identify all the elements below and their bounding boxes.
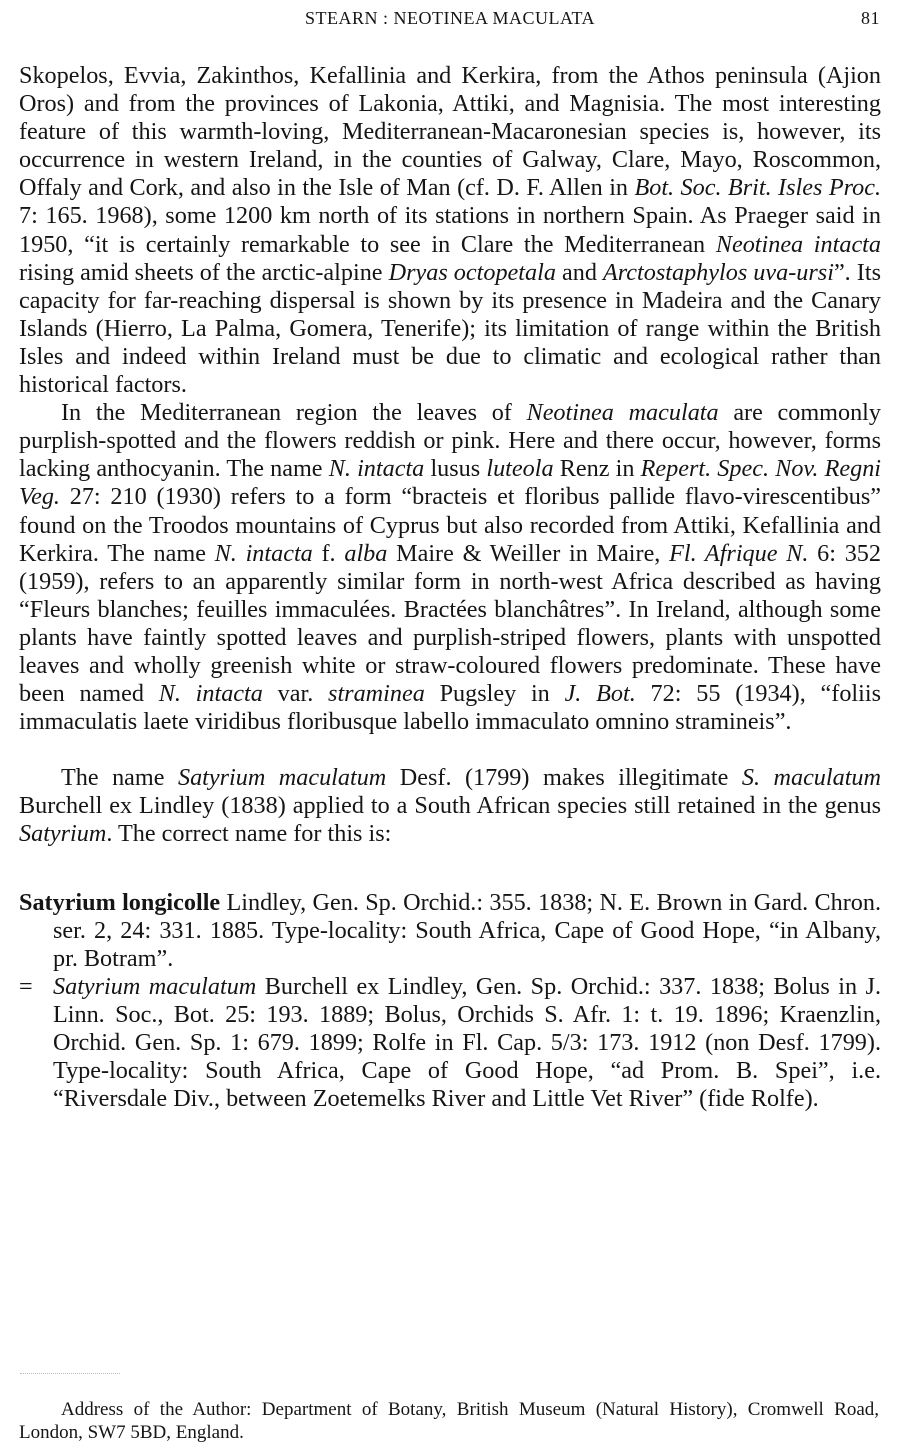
text-run: 72: 55 (1934), “foliis immaculatis laete viridibus floribusque labello immaculato omnino stramineis”. bbox=[19, 680, 881, 736]
italic-text: luteola bbox=[486, 455, 554, 483]
author-address bbox=[19, 1398, 879, 1444]
text-run: ”. Its capacity for far-reaching dispersal is shown by its presence in Madeira and the Canary Islands (Hierro, La Palma, Gomera, Tenerife); its limitation of range within the British Isles and indeed within Ireland must be due to climatic and ecological rather than historical factors. bbox=[19, 258, 881, 399]
synonym-entry bbox=[19, 973, 881, 1113]
synonym-mark: = bbox=[19, 972, 33, 1000]
text-run: lusus bbox=[424, 455, 487, 483]
italic-text: Fl. Afrique N. bbox=[669, 539, 809, 567]
italic-text: Repert. Spec. Nov. Regni Veg. bbox=[19, 455, 882, 511]
text-run: The name bbox=[61, 764, 178, 792]
body-text bbox=[19, 62, 881, 1113]
text-run: 27: 210 (1930) refers to a form “bracteis et floribus pallide flavo-virescentibus” found on the Troodos mountains of Cyprus but also recorded from Attiki, Kefallinia and Kerkira. The name bbox=[19, 483, 881, 567]
text-run: In the Mediterranean region the leaves of bbox=[61, 399, 527, 427]
text-run: f. bbox=[312, 539, 345, 567]
italic-text: Dryas octopetala bbox=[388, 258, 556, 286]
text-run: and bbox=[555, 258, 604, 286]
text-run: are commonly purplish-spotted and the flowers reddish or pink. Here and there occur, however, forms lacking anthocyanin. The name bbox=[19, 399, 881, 483]
italic-text: alba bbox=[344, 539, 388, 567]
taxon-entry-satyrium-longicolle bbox=[19, 889, 881, 973]
italic-text: J. Bot. bbox=[564, 680, 636, 708]
text-run: Maire & Weiller in Maire, bbox=[387, 539, 670, 567]
italic-text: Arctostaphylos uva-ursi bbox=[603, 258, 834, 286]
italic-text: straminea bbox=[328, 680, 425, 708]
italic-text: Satyrium bbox=[19, 820, 107, 848]
text-run: Pugsley in bbox=[424, 680, 565, 708]
text-run: var. bbox=[262, 680, 329, 708]
italic-text: Bot. Soc. Brit. Isles Proc. bbox=[634, 174, 881, 202]
italic-text: Satyrium maculatum bbox=[177, 764, 387, 792]
paragraph-satyrium-name bbox=[19, 764, 881, 848]
text-run: . The correct name for this is: bbox=[106, 820, 392, 848]
text-run: Burchell ex Lindley, Gen. Sp. Orchid.: 337. 1838; Bolus in J. Linn. Soc., Bot. 25: 193. 1889; Bolus, Orchids S. Afr. 1: t. 19. 1896; Kraenzlin, Orchid. Gen. Sp. 1: 679. 1899; Rolfe in Fl. Cap. 5/3: 173. 1912 (non Desf. 1799). Type-locality: South Africa, Cape of Good Hope, “ad Prom. B. Spei”, i.e. “Riversdale Div., between Zoetemelks River and Little Vet River” (fide Rolfe). bbox=[53, 972, 882, 1113]
text-run: Skopelos, Evvia, Zakinthos, Kefallinia and Kerkira, from the Athos peninsula (Ajion Oros) and from the provinces of Lakonia, Attiki, and Magnisia. The most interesting feature of this warmth-loving, Mediterranean-Macaronesian species is, however, its occurrence in western Ireland, in the counties of Galway, Clare, Mayo, Roscommon, Offaly and Cork, and also in the Isle of Man (cf. D. F. Allen in bbox=[19, 62, 881, 202]
text-run: 7: 165. 1968), some 1200 km north of its stations in northern Spain. As Praeger said in 1950, “it is certainly remarkable to see in Clare the Mediterranean bbox=[19, 202, 881, 258]
text-run: rising amid sheets of the arctic-alpine bbox=[19, 258, 389, 286]
italic-text: Neotinea intacta bbox=[715, 230, 881, 258]
text-run: 6: 352 (1959), refers to an apparently similar form in north-west Africa described as having “Fleurs blanches; feuilles immaculées. Bractées blanchâtres”. In Ireland, although some plants have faintly spotted leaves and purplish-striped flowers, plants with unspotted leaves and wholly greenish white or straw-coloured flowers predominate. These have been named bbox=[19, 539, 881, 708]
footnote-rule bbox=[20, 1373, 120, 1374]
text-run: Desf. (1799) makes illegitimate bbox=[386, 764, 742, 792]
italic-text: N. intacta bbox=[328, 455, 425, 483]
synonym-text bbox=[53, 973, 881, 1112]
italic-text: N. intacta bbox=[158, 680, 263, 708]
text-run: Burchell ex Lindley (1838) applied to a South African species still retained in the genus bbox=[19, 792, 881, 820]
paragraph-mediterranean-forms bbox=[19, 399, 881, 736]
italic-text: Satyrium maculatum bbox=[53, 972, 257, 1000]
text-run: Renz in bbox=[553, 455, 641, 483]
italic-text: N. intacta bbox=[214, 539, 313, 567]
running-title: STEARN : NEOTINEA MACULATA bbox=[304, 8, 596, 28]
text-run: Lindley, Gen. Sp. Orchid.: 355. 1838; N. E. Brown in Gard. Chron. ser. 2, 24: 331. 1885. Type-locality: South Africa, Cape of Good Hope, “in Albany, pr. Botram”. bbox=[53, 888, 881, 972]
author-address-text: Address of the Author: Department of Botany, British Museum (Natural History), Cromwell Road, London, SW7 5BD, England. bbox=[19, 1399, 879, 1443]
page-number: 81 bbox=[861, 8, 880, 28]
italic-text: S. maculatum bbox=[741, 764, 881, 792]
paragraph-continued bbox=[19, 62, 881, 399]
bold-text: Satyrium longicolle bbox=[19, 888, 221, 916]
italic-text: Neotinea maculata bbox=[526, 399, 719, 427]
running-head bbox=[0, 6, 900, 32]
